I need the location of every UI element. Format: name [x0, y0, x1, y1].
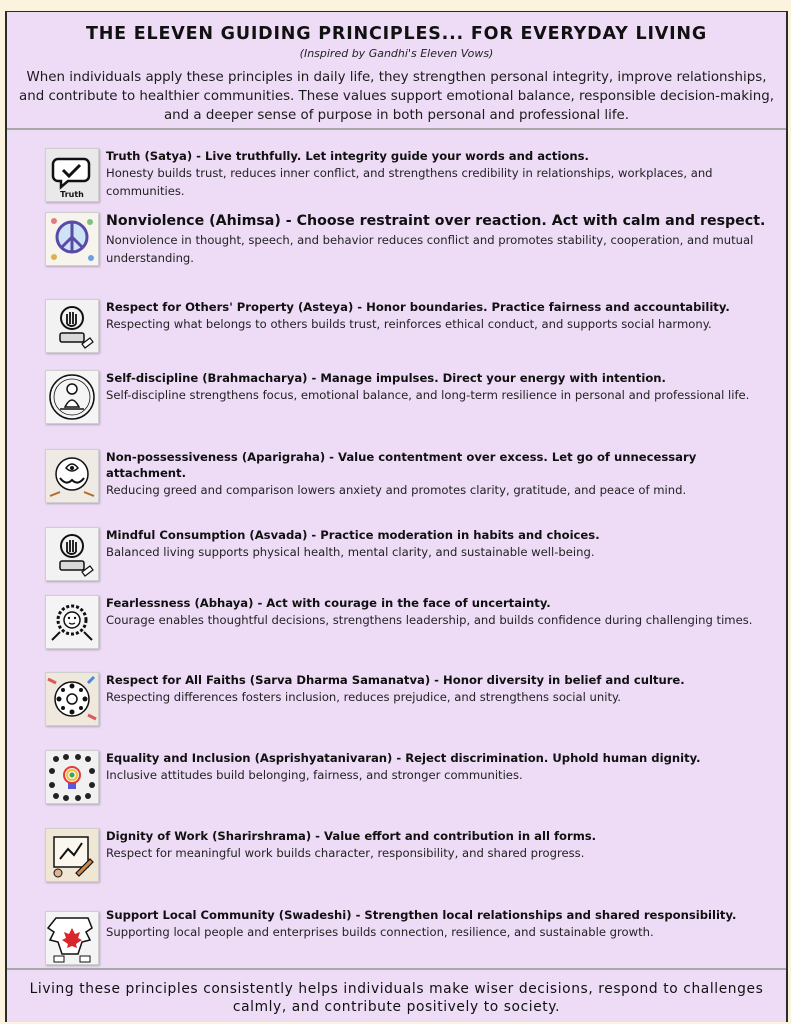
thumb-label: Truth [60, 190, 84, 199]
meditating-person-icon [45, 370, 99, 424]
hand-stop-icon [45, 299, 99, 353]
working-hands-icon [45, 828, 99, 882]
lion-courage-icon [45, 595, 99, 649]
speech-check-icon [45, 148, 99, 202]
principle-heading: Equality and Inclusion (Asprishyatanivaran) - Reject discrimination. Uphold human dignity. [106, 751, 701, 765]
principle-description: Self-discipline strengthens focus, emotional balance, and long-term resilience in personal and professional life. [106, 388, 750, 402]
top-divider [7, 128, 786, 130]
open-hands-icon [45, 449, 99, 503]
maple-leaf-community-icon [45, 911, 99, 965]
principle-heading: Respect for All Faiths (Sarva Dharma Samanatva) - Honor diversity in belief and culture. [106, 673, 685, 687]
principle-description: Supporting local people and enterprises builds connection, resilience, and sustainable growth. [106, 925, 654, 939]
principles-poster [5, 11, 788, 1022]
principle-description: Balanced living supports physical health, mental clarity, and sustainable well-being. [106, 545, 595, 559]
intro-paragraph: When individuals apply these principles in daily life, they strengthen personal integrity, improve relationships, and contribute to healthier communities. These values support emotional balance, responsible decision-making, and a deeper sense of purpose in both personal and professional life. [19, 70, 774, 123]
hand-stop-icon [45, 527, 99, 581]
principle-description: Courage enables thoughtful decisions, strengthens leadership, and builds confidence during challenging times. [106, 613, 753, 627]
closing-statement: Living these principles consistently helps individuals make wiser decisions, respond to challenges calmly, and contribute positively to society. [29, 981, 764, 1015]
principle-heading: Mindful Consumption (Asvada) - Practice moderation in habits and choices. [106, 528, 600, 542]
principle-description: Honesty builds trust, reduces inner conflict, and strengthens credibility in relationships, workplaces, and communities. [106, 166, 713, 198]
poster-title: THE ELEVEN GUIDING PRINCIPLES... FOR EVERYDAY LIVING [85, 24, 708, 44]
principle-heading: Self-discipline (Brahmacharya) - Manage impulses. Direct your energy with intention. [106, 371, 666, 385]
faith-symbols-icon [45, 672, 99, 726]
principle-heading: Support Local Community (Swadeshi) - Strengthen local relationships and shared responsibility. [106, 908, 737, 922]
principle-heading: Respect for Others' Property (Asteya) - Honor boundaries. Practice fairness and accountability. [106, 300, 730, 314]
principle-description: Respecting what belongs to others builds trust, reinforces ethical conduct, and supports social harmony. [106, 317, 712, 331]
people-circle-icon [45, 750, 99, 804]
peace-sign-icon [45, 212, 99, 266]
principle-heading: Non-possessiveness (Aparigraha) - Value contentment over excess. Let go of unnecessary attachment. [106, 450, 697, 480]
principle-heading: Truth (Satya) - Live truthfully. Let integrity guide your words and actions. [106, 149, 589, 163]
poster-subtitle: (Inspired by Gandhi's Eleven Vows) [299, 47, 494, 60]
bottom-divider [7, 968, 786, 970]
principle-description: Respecting differences fosters inclusion, reduces prejudice, and strengthens social unity. [106, 690, 621, 704]
poster-header [7, 12, 786, 125]
principle-heading: Dignity of Work (Sharirshrama) - Value effort and contribution in all forms. [106, 829, 597, 843]
principle-heading: Fearlessness (Abhaya) - Act with courage in the face of uncertainty. [106, 596, 551, 610]
principle-description: Inclusive attitudes build belonging, fairness, and stronger communities. [106, 768, 523, 782]
principle-heading: Nonviolence (Ahimsa) - Choose restraint over reaction. Act with calm and respect. [106, 213, 766, 229]
principle-description: Nonviolence in thought, speech, and behavior reduces conflict and promotes stability, cooperation, and mutual understanding. [106, 233, 754, 265]
principle-description: Respect for meaningful work builds character, responsibility, and shared progress. [106, 846, 585, 860]
principle-description: Reducing greed and comparison lowers anxiety and promotes clarity, gratitude, and peace of mind. [106, 483, 687, 497]
